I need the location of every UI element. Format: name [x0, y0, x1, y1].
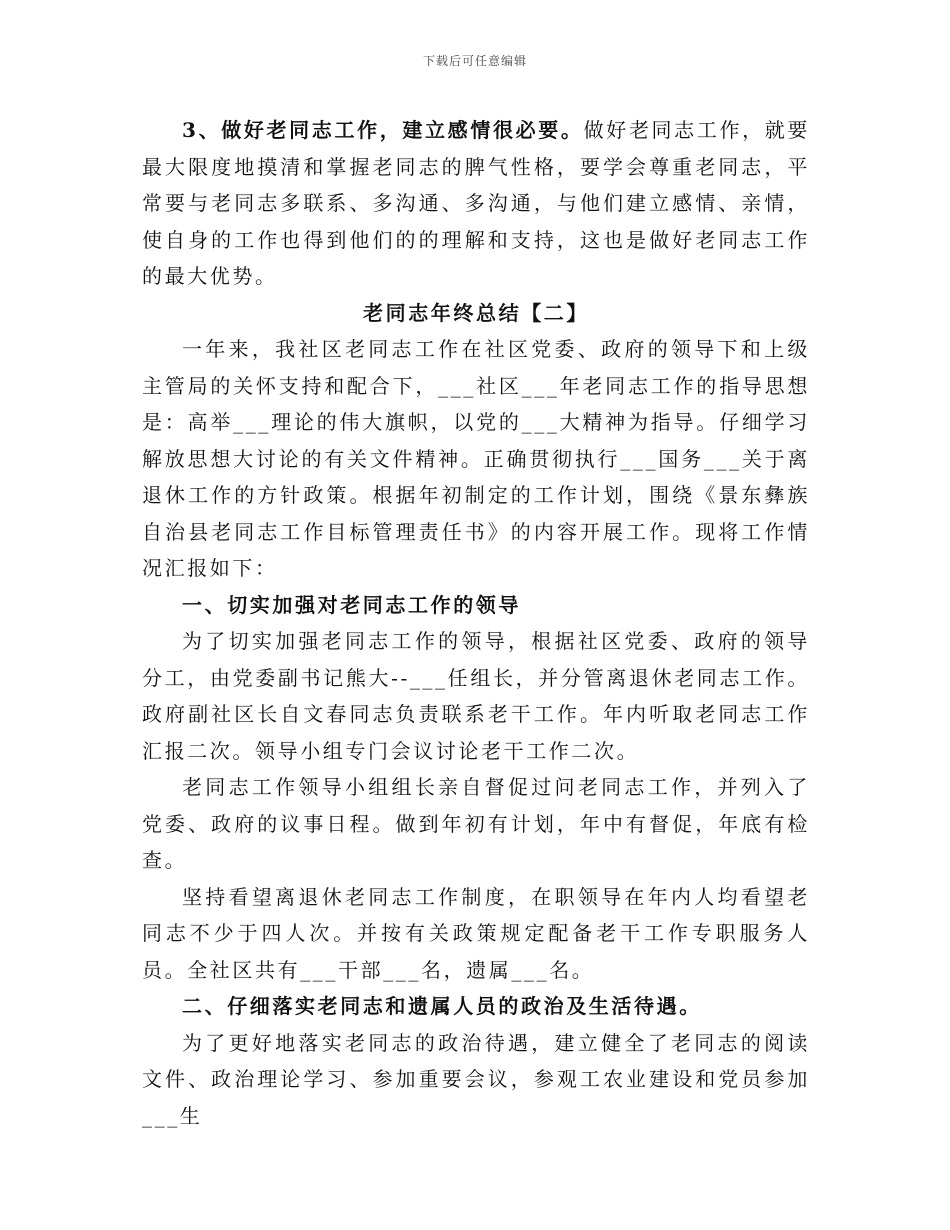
heading-2: 二、仔细落实老同志和遗属人员的政治及生活待遇。: [182, 994, 702, 1018]
paragraph-1: [142, 112, 810, 295]
section-title: 老同志年终总结【二】: [363, 300, 589, 325]
heading-2-paragraph-1: 为了更好地落实老同志的政治待遇，建立健全了老同志的阅读文件、政治理论学习、参加重要会议，参观工农业建设和党员参加___生: [142, 1030, 810, 1128]
heading-1: 一、切实加强对老同志工作的领导: [182, 592, 521, 617]
document-body: [142, 112, 810, 1134]
heading-1-paragraph-2: 老同志工作领导小组组长亲自督促过问老同志工作，并列入了党委、政府的议事日程。做到年初有计划，年中有督促，年底有检查。: [142, 775, 810, 872]
heading-1-paragraph-1: 为了切实加强老同志工作的领导，根据社区党委、政府的领导分工，由党委副书记熊大--___任组长，并分管离退休老同志工作。政府副社区长自文春同志负责联系老干工作。年内听取老同志工作汇报二次。领导小组专门会议讨论老干工作二次。: [142, 629, 810, 763]
header-note: 下载后可任意编辑: [422, 54, 527, 68]
intro-paragraph: 一年来，我社区老同志工作在社区党委、政府的领导下和上级主管局的关怀支持和配合下，___社区___年老同志工作的指导思想是：高举___理论的伟大旗帜，以党的___大精神为指导。仔细学习解放思想大讨论的有关文件精神。正确贯彻执行___国务___关于离退休工作的方针政策。根据年初制定的工作计划，围绕《景东彝族自治县老同志工作目标管理责任书》的内容开展工作。现将工作情况汇报如下：: [142, 337, 810, 580]
paragraph-1-text: 做好老同志工作，就要最大限度地摸清和掌握老同志的脾气性格，要学会尊重老同志，平常要与老同志多联系、多沟通、多沟通，与他们建立感情、亲情，使自身的工作也得到他们的的理解和支持，这也是做好老同志工作的最大优势。: [142, 118, 811, 288]
heading-1-paragraph-3: 坚持看望离退休老同志工作制度，在职领导在年内人均看望老同志不少于四人次。并按有关政策规定配备老干工作专职服务人员。全社区共有___干部___名，遗属___名。: [142, 884, 810, 982]
paragraph-1-lead: 3、做好老同志工作，建立感情很必要。: [182, 118, 584, 142]
